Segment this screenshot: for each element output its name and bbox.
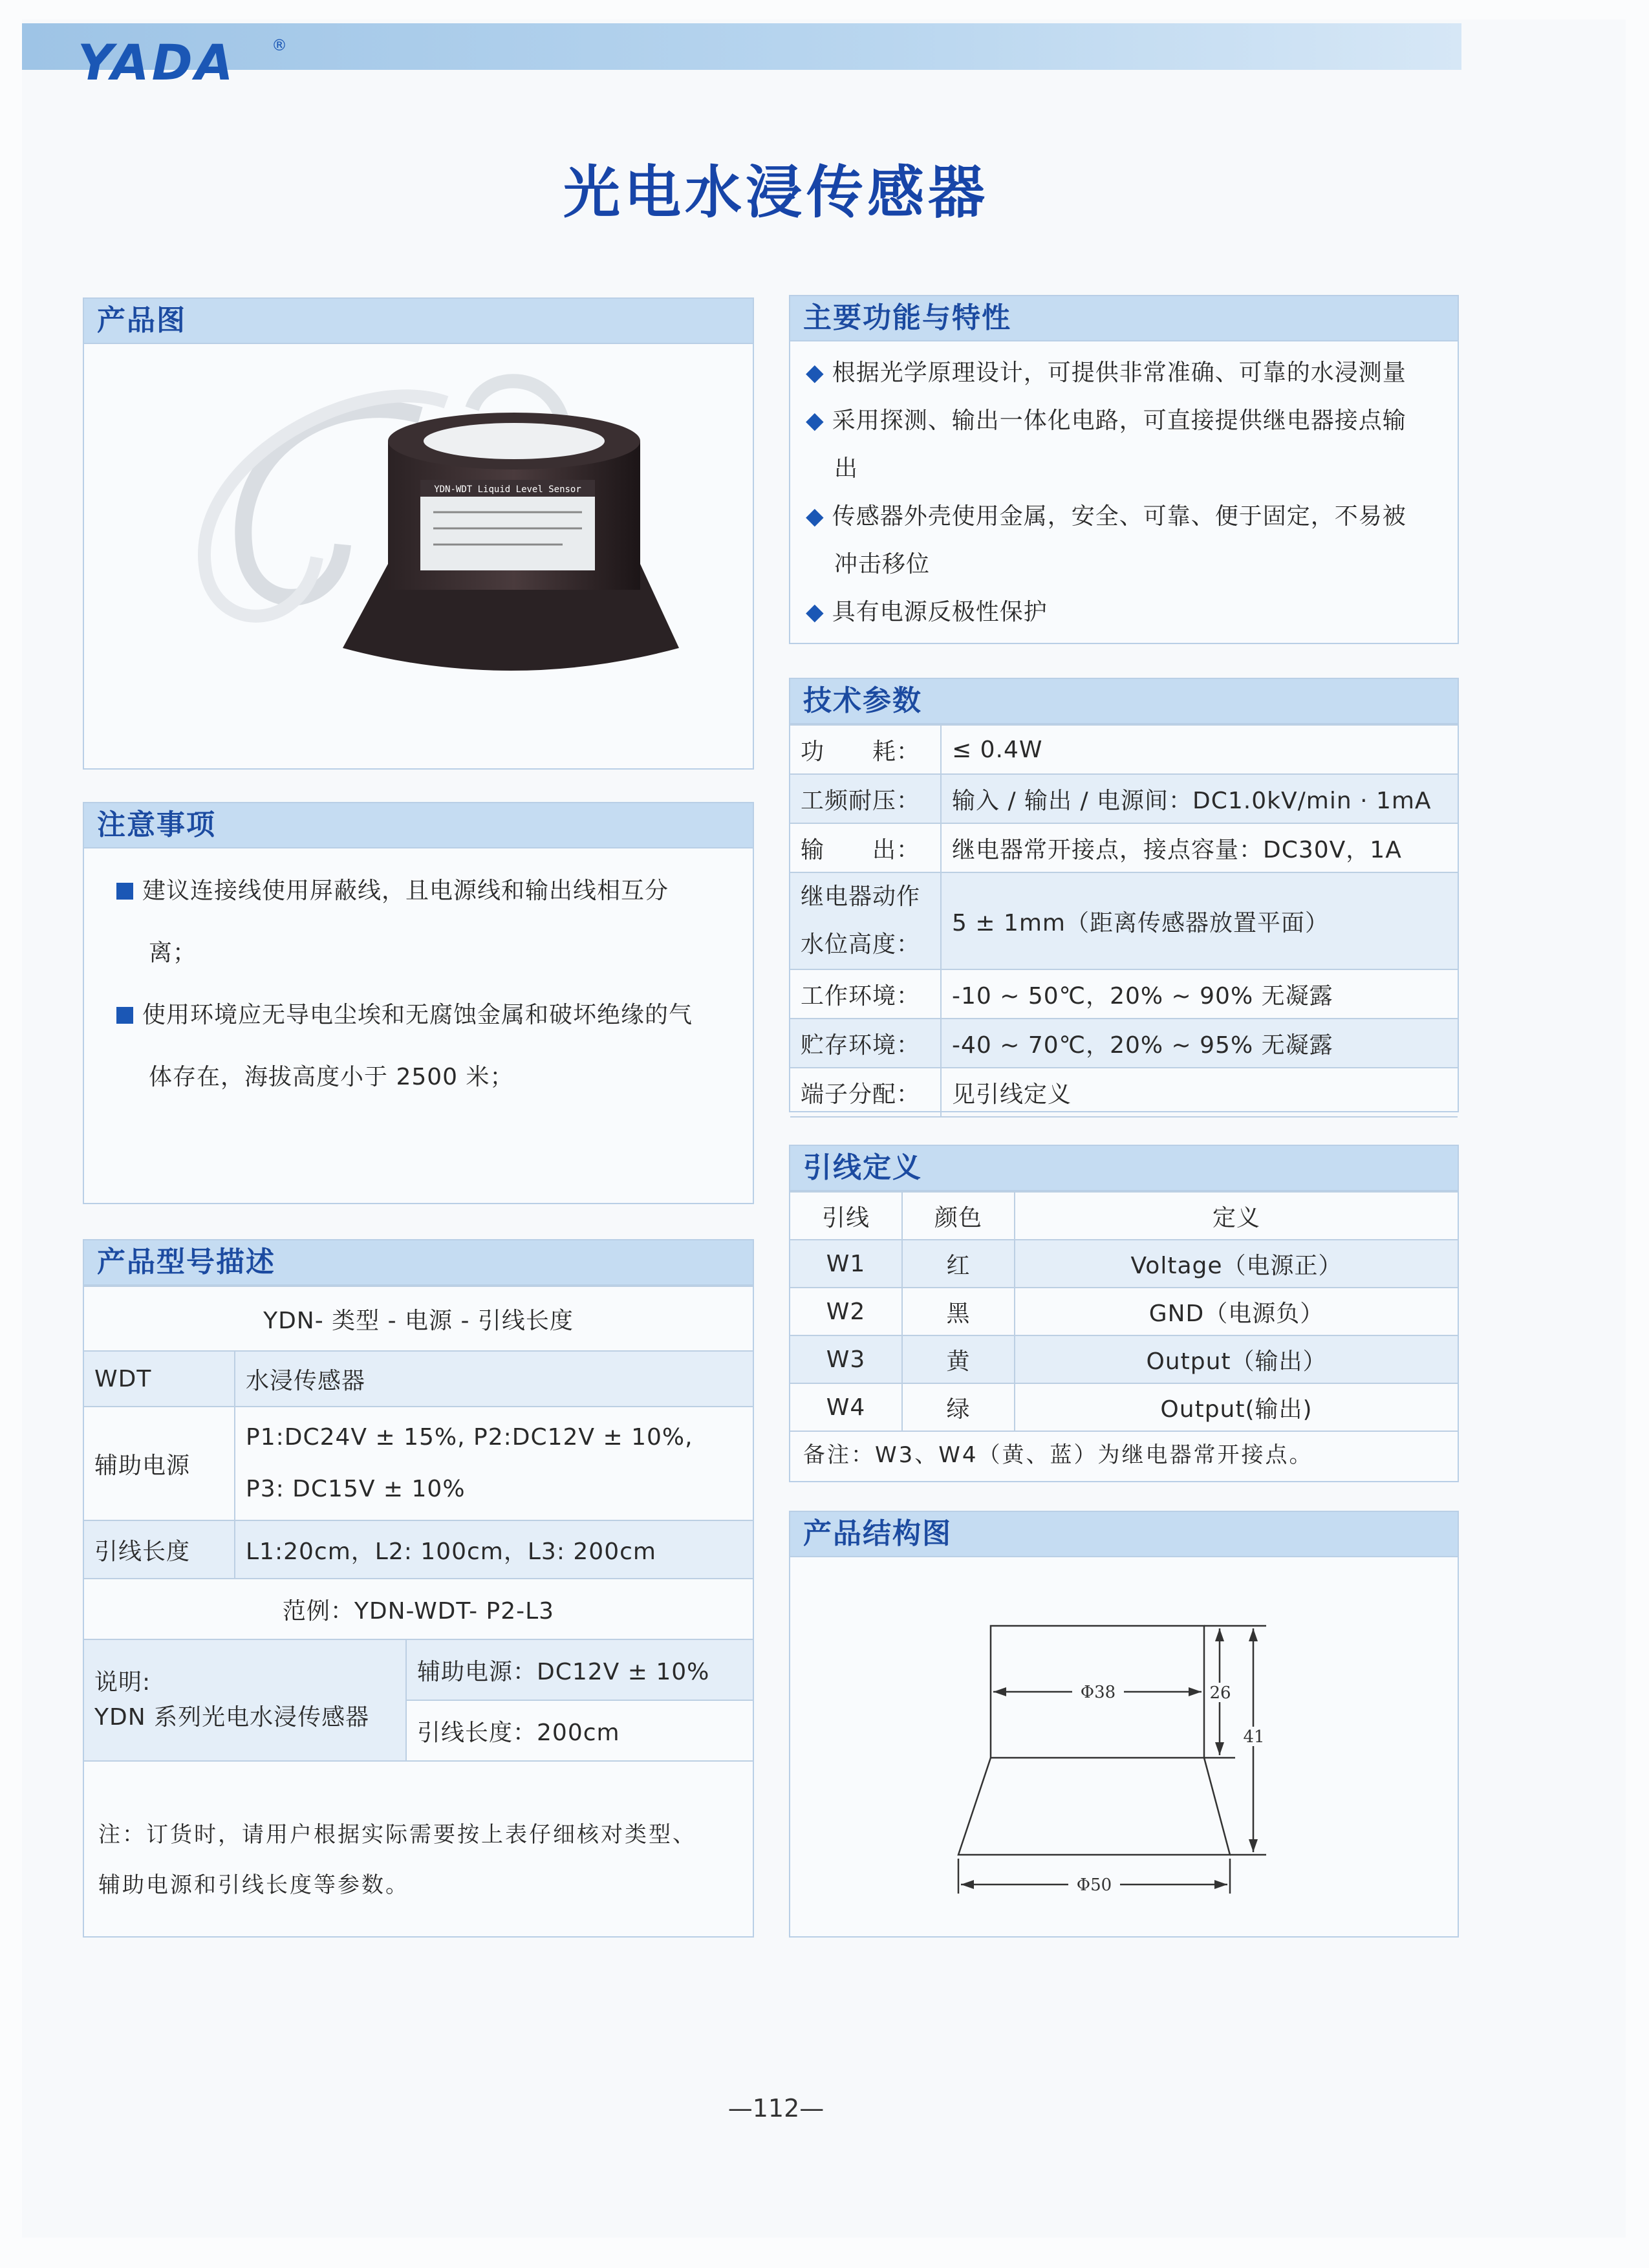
dim-h26: 26 (1209, 1683, 1231, 1703)
product-image-panel (83, 297, 754, 770)
diamond-bullet-icon: ◆ (806, 360, 824, 386)
yada-logo (78, 31, 297, 89)
note-item-1-cont: 离； (149, 940, 197, 966)
model-format: YDN- 类型 - 电源 - 引线长度 (84, 1286, 753, 1351)
table-row: W4 绿 Output(输出) (790, 1383, 1458, 1431)
feature-line-4: ◆ 传感器外壳使用金属，安全、可靠、便于固定，不易被 (806, 503, 1406, 530)
features-panel (789, 295, 1459, 644)
model-header: 产品型号描述 (84, 1240, 753, 1286)
table-row: 功 耗： ≤ 0.4W (790, 725, 1458, 774)
table-row: 端子分配： 见引线定义 (790, 1068, 1458, 1117)
wdt-key: WDT (84, 1351, 235, 1407)
page-title: 光电水浸传感器 (563, 159, 989, 226)
feature-line-5: 冲击移位 (834, 551, 931, 578)
table-row: 工频耐压： 输入 / 输出 / 电源间：DC1.0kV/min · 1mA (790, 774, 1458, 823)
tech-table (790, 724, 1458, 1118)
wiring-header: 引线定义 (790, 1146, 1458, 1191)
table-row: W1 红 Voltage（电源正） (790, 1240, 1458, 1288)
table-row: 输 出： 继电器常开接点，接点容量：DC30V，1A (790, 823, 1458, 872)
model-description-panel (83, 1239, 754, 1938)
dim-d38: Φ38 (1080, 1683, 1116, 1702)
product-label: YDN-WDT Liquid Level Sensor (434, 484, 581, 495)
structure-diagram (790, 1557, 1458, 1938)
model-desc: 说明: YDN 系列光电水浸传感器 (84, 1639, 406, 1761)
length-key: 引线长度 (84, 1520, 235, 1579)
tech-params-panel (789, 678, 1459, 1112)
notes-header: 注意事项 (84, 803, 753, 848)
square-bullet-icon (116, 1007, 133, 1024)
features-header: 主要功能与特性 (790, 296, 1458, 341)
wiring-panel (789, 1145, 1459, 1482)
power-key: 辅助电源 (84, 1407, 235, 1520)
wdt-value: 水浸传感器 (235, 1351, 753, 1407)
order-note: 注：订货时，请用户根据实际需要按上表仔细核对类型、 辅助电源和引线长度等参数。 (98, 1822, 696, 1898)
diamond-bullet-icon: ◆ (806, 407, 824, 434)
diamond-bullet-icon: ◆ (806, 599, 824, 625)
table-row: W2 黑 GND（电源负） (790, 1288, 1458, 1335)
feature-line-1: ◆ 根据光学原理设计，可提供非常准确、可靠的水浸测量 (806, 360, 1406, 386)
product-photo (84, 344, 753, 771)
length-value: L1:20cm，L2: 100cm，L3: 200cm (235, 1520, 753, 1579)
wiring-table (790, 1191, 1458, 1432)
model-table (84, 1286, 753, 1762)
product-image-header: 产品图 (84, 299, 753, 344)
structure-panel (789, 1511, 1459, 1938)
desc-power: 辅助电源：DC12V ± 10% (406, 1639, 753, 1700)
feature-line-6: ◆ 具有电源反极性保护 (806, 599, 1048, 625)
note-item-2-cont: 体存在，海拔高度小于 2500 米； (149, 1064, 514, 1090)
note-item-2: 使用环境应无导电尘埃和无腐蚀金属和破坏绝缘的气 (116, 984, 693, 1046)
sensor-base-outline (958, 1758, 1230, 1855)
square-bullet-icon (116, 883, 133, 900)
feature-line-2: ◆ 采用探测、输出一体化电路，可直接提供继电器接点输 (806, 407, 1406, 434)
dim-d50: Φ50 (1076, 1875, 1112, 1895)
note-item-1: 建议连接线使用屏蔽线，且电源线和输出线相互分 (116, 860, 669, 922)
diamond-bullet-icon: ◆ (806, 503, 824, 530)
feature-line-3: 出 (834, 455, 859, 482)
page-number: —112— (727, 2094, 824, 2122)
table-row: 引线 颜色 定义 (790, 1192, 1458, 1240)
table-row: 工作环境： -10 ~ 50℃，20% ~ 90% 无凝露 (790, 969, 1458, 1019)
table-row: 贮存环境： -40 ~ 70℃，20% ~ 95% 无凝露 (790, 1019, 1458, 1068)
model-example: 范例：YDN-WDT- P2-L3 (84, 1579, 753, 1639)
wiring-remark: 备注：W3、W4（黄、蓝）为继电器常开接点。 (803, 1442, 1313, 1468)
dim-h41: 41 (1243, 1727, 1265, 1747)
notes-panel (83, 802, 754, 1204)
structure-header: 产品结构图 (790, 1512, 1458, 1557)
table-row: W3 黄 Output（输出） (790, 1335, 1458, 1383)
tech-header: 技术参数 (790, 679, 1458, 724)
logo-text: YADA (78, 34, 236, 91)
registered-mark: ® (272, 36, 287, 54)
desc-length: 引线长度：200cm (406, 1700, 753, 1761)
power-value: P1:DC24V ± 15%, P2:DC12V ± 10%, P3: DC15V ± 10% (235, 1407, 753, 1520)
table-row: 继电器动作 水位高度： 5 ± 1mm（距离传感器放置平面） (790, 872, 1458, 969)
